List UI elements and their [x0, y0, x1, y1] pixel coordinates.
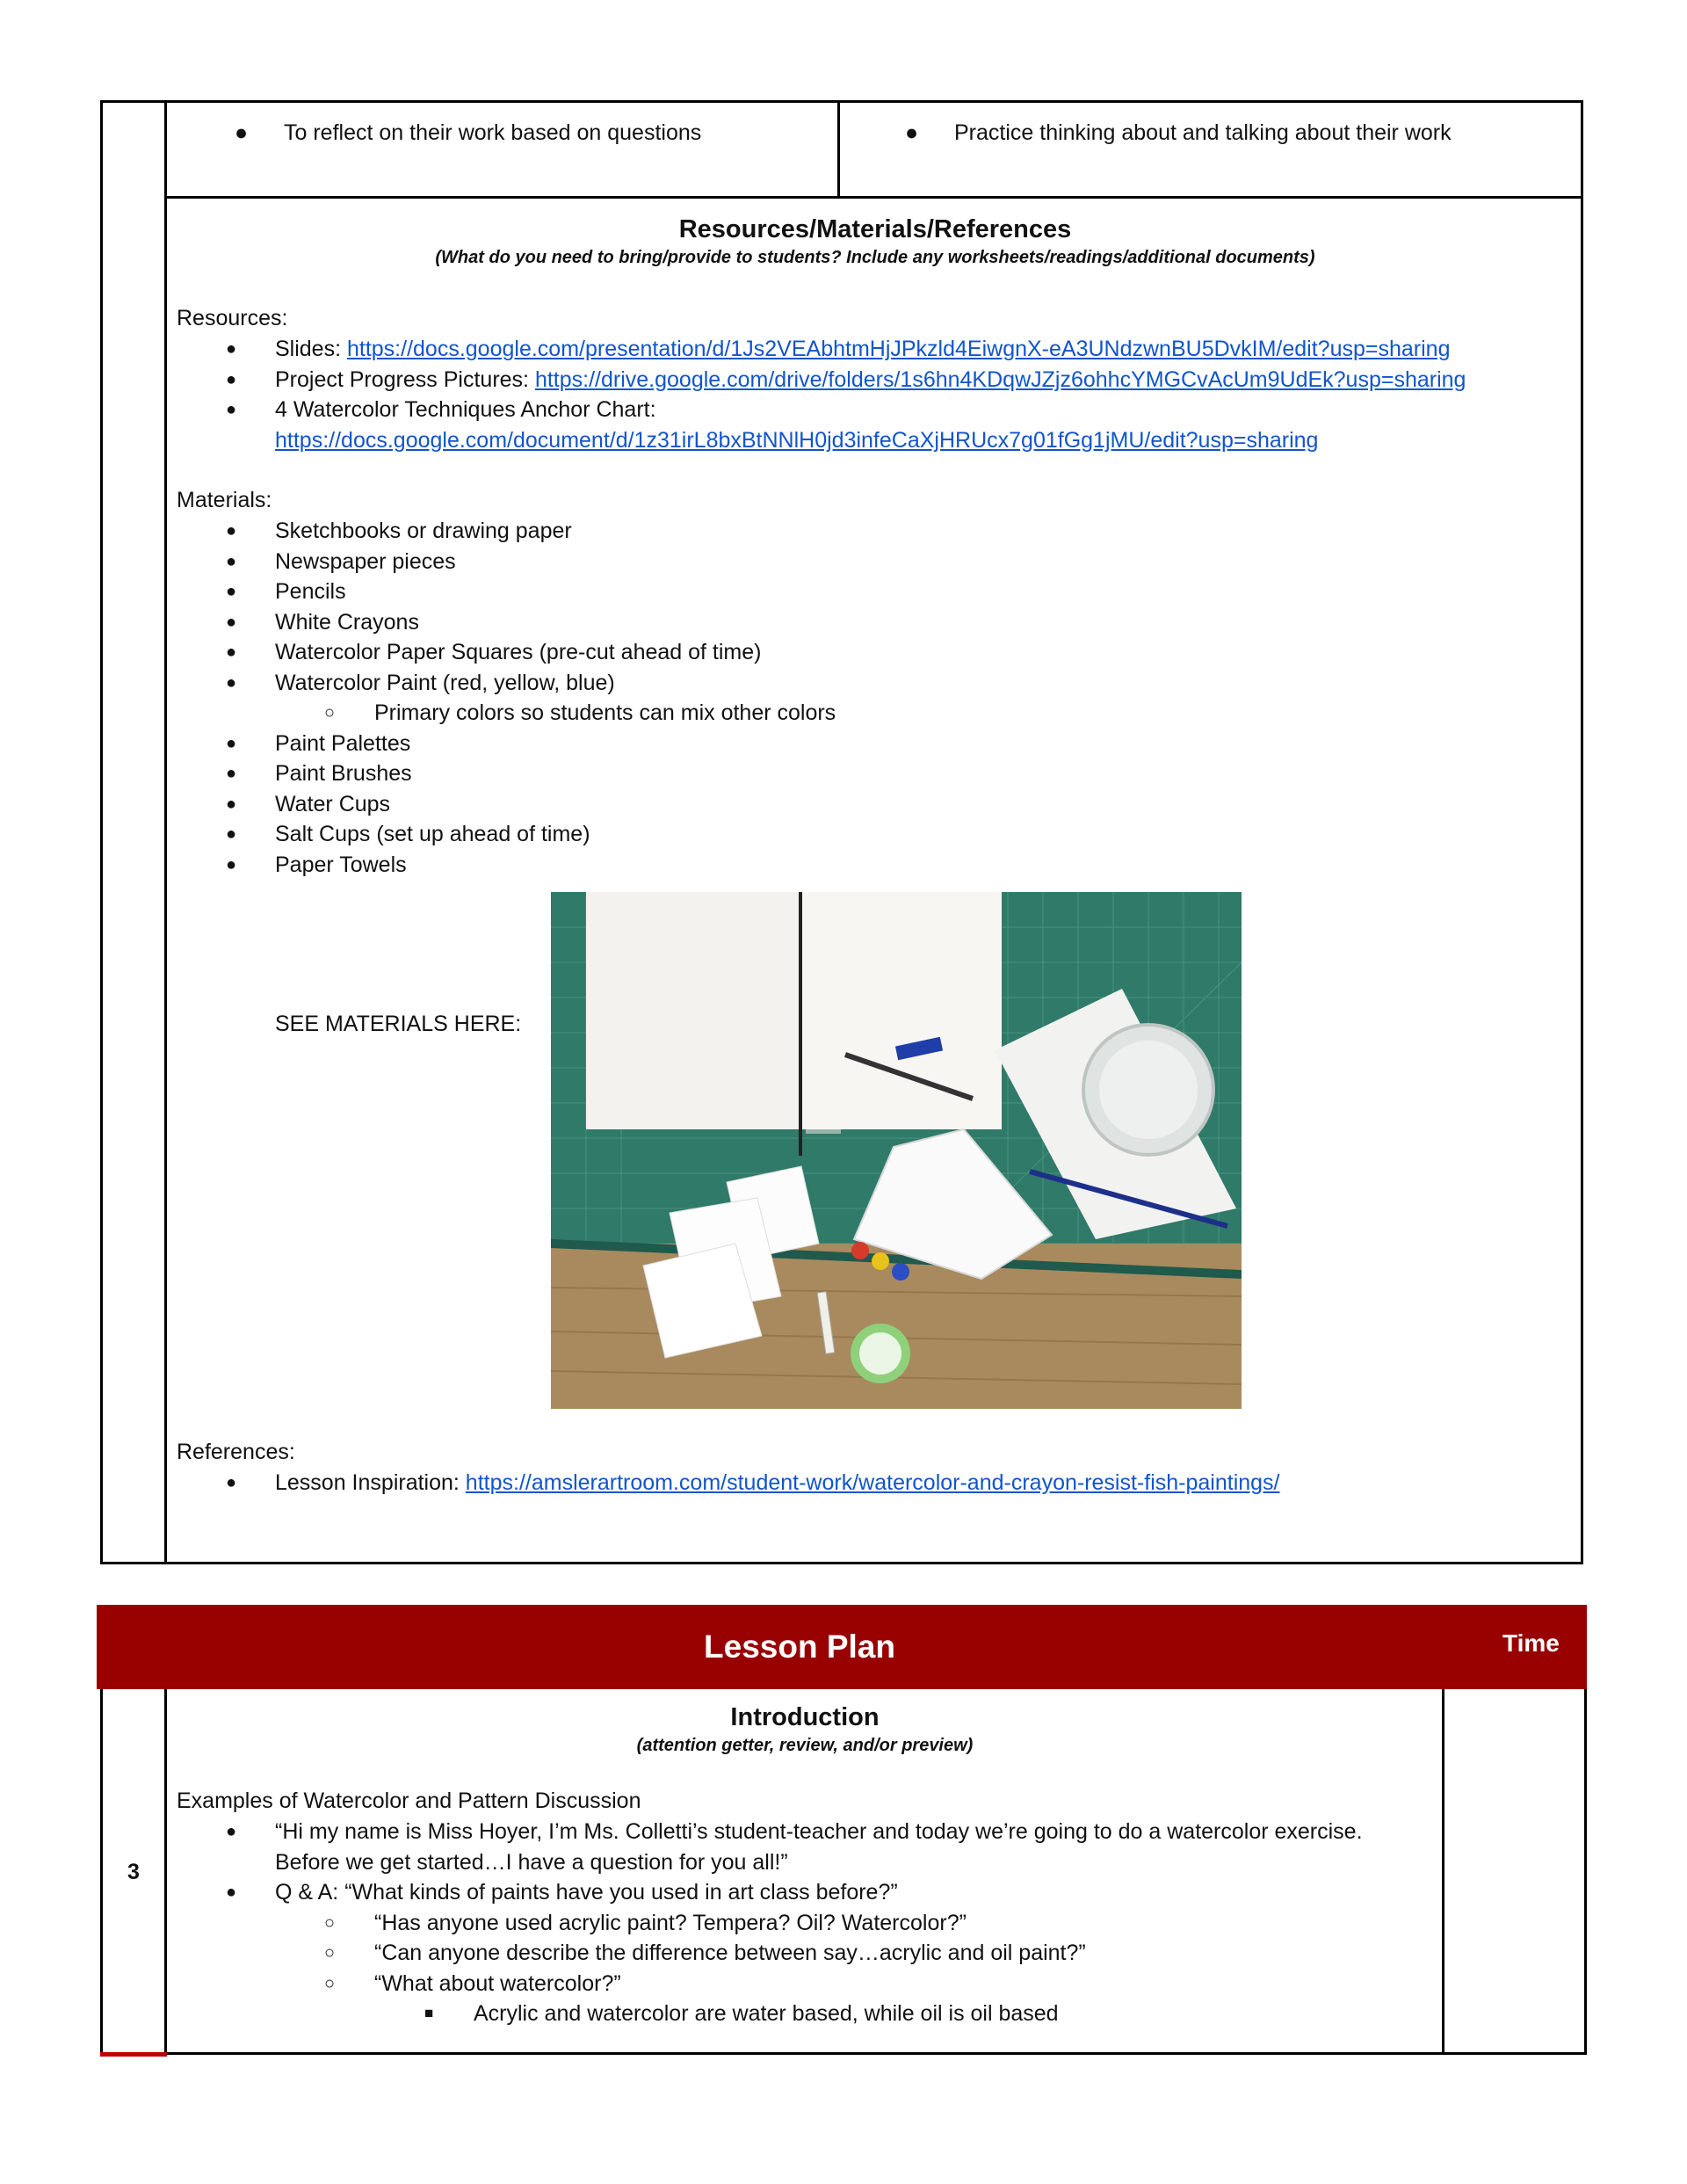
material-text: Paper Towels: [275, 852, 407, 877]
table-divider: [164, 1689, 167, 2052]
bullet-icon: ●: [226, 764, 237, 783]
bullet-icon: ●: [226, 824, 237, 844]
table-divider: [837, 103, 840, 196]
discussion-text: “Can anyone describe the difference between say…acrylic and oil paint?”: [374, 1941, 1086, 1965]
time-column-header: Time: [1502, 1629, 1560, 1657]
intro-title: Introduction: [730, 1703, 880, 1731]
square-bullet-icon: ■: [424, 2005, 434, 2021]
bullet-icon: ●: [226, 794, 237, 814]
lesson-plan-header: [97, 1605, 1587, 1689]
lesson-plan-title: Lesson Plan: [704, 1629, 895, 1665]
list-item: [177, 1468, 1574, 1498]
material-text: Pencils: [275, 579, 346, 604]
list-item: [177, 1999, 1433, 2029]
resources-cell: [177, 215, 1574, 1498]
hollow-bullet-icon: ○: [324, 1973, 336, 1993]
discussion-text: “What about watercolor?”: [374, 1970, 621, 1996]
section-title: Resources/Materials/References: [678, 215, 1072, 243]
material-text: Newspaper pieces: [275, 548, 456, 574]
see-materials-label: SEE MATERIALS HERE:: [275, 1012, 522, 1036]
list-item: [177, 1938, 1433, 1969]
materials-list: [177, 516, 1574, 880]
discussion-text: Before we get started…I have a question for you all!”: [275, 1849, 788, 1875]
material-text: White Crayons: [275, 609, 419, 635]
discussion-text: Q & A: “What kinds of paints have you used in art class before?”: [275, 1880, 898, 1905]
objective-text: To reflect on their work based on questions: [284, 120, 702, 145]
row-number: 3: [127, 1860, 140, 1884]
water-surface: [1099, 1041, 1198, 1139]
book-spine: [799, 892, 802, 1156]
bullet-icon: ●: [226, 854, 237, 874]
material-text: Salt Cups (set up ahead of time): [275, 822, 590, 846]
salt: [859, 1332, 901, 1375]
hollow-bullet-icon: ○: [324, 703, 336, 722]
materials-photo: [551, 892, 1242, 1409]
reference-label: Lesson Inspiration:: [275, 1470, 466, 1495]
bullet-icon: ●: [905, 120, 919, 145]
material-text: Primary colors so students can mix other colors: [374, 700, 836, 725]
bullet-icon: ●: [226, 521, 237, 541]
slides-link[interactable]: https://docs.google.com/presentation/d/1Js2VEAbhtmHjJPkzld4EiwgnX-eA3UNdzwnBU5DvkIM/edit?usp=sharing: [346, 337, 1451, 361]
bullet-icon: ●: [226, 1822, 237, 1841]
hollow-bullet-icon: ○: [324, 1943, 336, 1963]
objective-text: Practice thinking about and talking about their work: [954, 120, 1452, 145]
list-item: [177, 1877, 1433, 1908]
table-divider: [1442, 1689, 1444, 2052]
bullet-icon: ●: [226, 339, 237, 359]
bullet-icon: ●: [226, 1473, 237, 1492]
bullet-icon: ●: [226, 672, 237, 693]
list-item: [177, 1908, 1433, 1939]
material-text: Watercolor Paint (red, yellow, blue): [275, 670, 615, 695]
list-item: [177, 1817, 1433, 1877]
bullet-icon: ●: [226, 400, 237, 419]
list-item: [177, 789, 1574, 820]
bullet-icon: ●: [226, 551, 237, 571]
blue-paint: [892, 1263, 909, 1281]
list-item: [177, 850, 1574, 881]
yellow-paint: [872, 1252, 889, 1270]
list-item: [177, 668, 1574, 699]
discussion-list: [177, 1817, 1433, 2029]
material-text: Water Cups: [275, 791, 391, 816]
references-label: References:: [177, 1440, 295, 1464]
introduction-cell: [177, 1703, 1433, 2029]
list-item: [177, 516, 1574, 547]
table-divider: [164, 103, 167, 1562]
list-item: [177, 334, 1574, 365]
bullet-icon: ●: [226, 369, 237, 389]
resource-label: 4 Watercolor Techniques Anchor Chart:: [275, 397, 656, 422]
progress-pictures-link[interactable]: https://drive.google.com/drive/folders/1s6hn4KDqwJZjz6ohhcYMGCvAcUm9UdEk?usp=sharing: [534, 366, 1466, 392]
lesson-inspiration-link[interactable]: https://amslerartroom.com/student-work/watercolor-and-crayon-resist-fish-paintings/: [465, 1470, 1280, 1495]
resource-label: Project Progress Pictures:: [275, 366, 535, 392]
list-item: [177, 758, 1574, 789]
list-item: [177, 819, 1574, 850]
intro-subtitle: (attention getter, review, and/or preview): [636, 1736, 974, 1755]
resources-label: Resources:: [177, 306, 288, 330]
materials-label: Materials:: [177, 488, 272, 512]
accent-mark: [100, 2052, 167, 2057]
bullet-icon: ●: [226, 612, 237, 632]
list-item: [177, 637, 1574, 668]
material-text: Paint Brushes: [275, 761, 412, 786]
sketchbook-right-page: [801, 892, 1002, 1129]
bullet-icon: ●: [226, 733, 237, 753]
material-text: Sketchbooks or drawing paper: [275, 519, 572, 543]
discussion-text: “Hi my name is Miss Hoyer, I’m Ms. Colletti’s student-teacher and today we’re going to do a watercolor exercise.: [275, 1819, 1363, 1844]
list-item: [177, 547, 1574, 577]
table-divider: [167, 196, 1581, 199]
list-item: [177, 698, 1574, 729]
bullet-icon: ●: [235, 120, 249, 145]
resource-label: Slides:: [275, 337, 347, 361]
lesson-plan-table: [100, 1689, 1587, 2055]
list-item: [177, 365, 1574, 395]
discussion-label: Examples of Watercolor and Pattern Discussion: [177, 1789, 641, 1813]
bullet-icon: ●: [226, 642, 237, 662]
references-list: [177, 1468, 1574, 1498]
material-text: Watercolor Paper Squares (pre-cut ahead of time): [275, 640, 762, 664]
bullet-icon: ●: [226, 1883, 237, 1902]
resources-list: [177, 334, 1574, 455]
list-item: [177, 1969, 1433, 1999]
list-item: [177, 395, 1574, 455]
anchor-chart-link[interactable]: https://docs.google.com/document/d/1z31irL8bxBtNNlH0jd3infeCaXjHRUcx7g01fGg1jMU/edit?usp=sharing: [275, 427, 1319, 453]
list-item: [177, 729, 1574, 759]
red-paint: [851, 1242, 869, 1259]
list-item: [177, 577, 1574, 607]
discussion-text: Acrylic and watercolor are water based, while oil is oil based: [474, 2001, 1059, 2026]
material-text: Paint Palettes: [275, 730, 411, 756]
section-subtitle: (What do you need to bring/provide to students? Include any worksheets/readings/additional documents): [435, 248, 1315, 267]
discussion-text: “Has anyone used acrylic paint? Tempera? Oil? Watercolor?”: [374, 1910, 967, 1935]
resources-table: [100, 100, 1583, 1564]
list-item: [177, 607, 1574, 638]
bullet-icon: ●: [226, 582, 237, 601]
materials-photo-row: [177, 892, 1574, 1411]
hollow-bullet-icon: ○: [324, 1912, 336, 1933]
